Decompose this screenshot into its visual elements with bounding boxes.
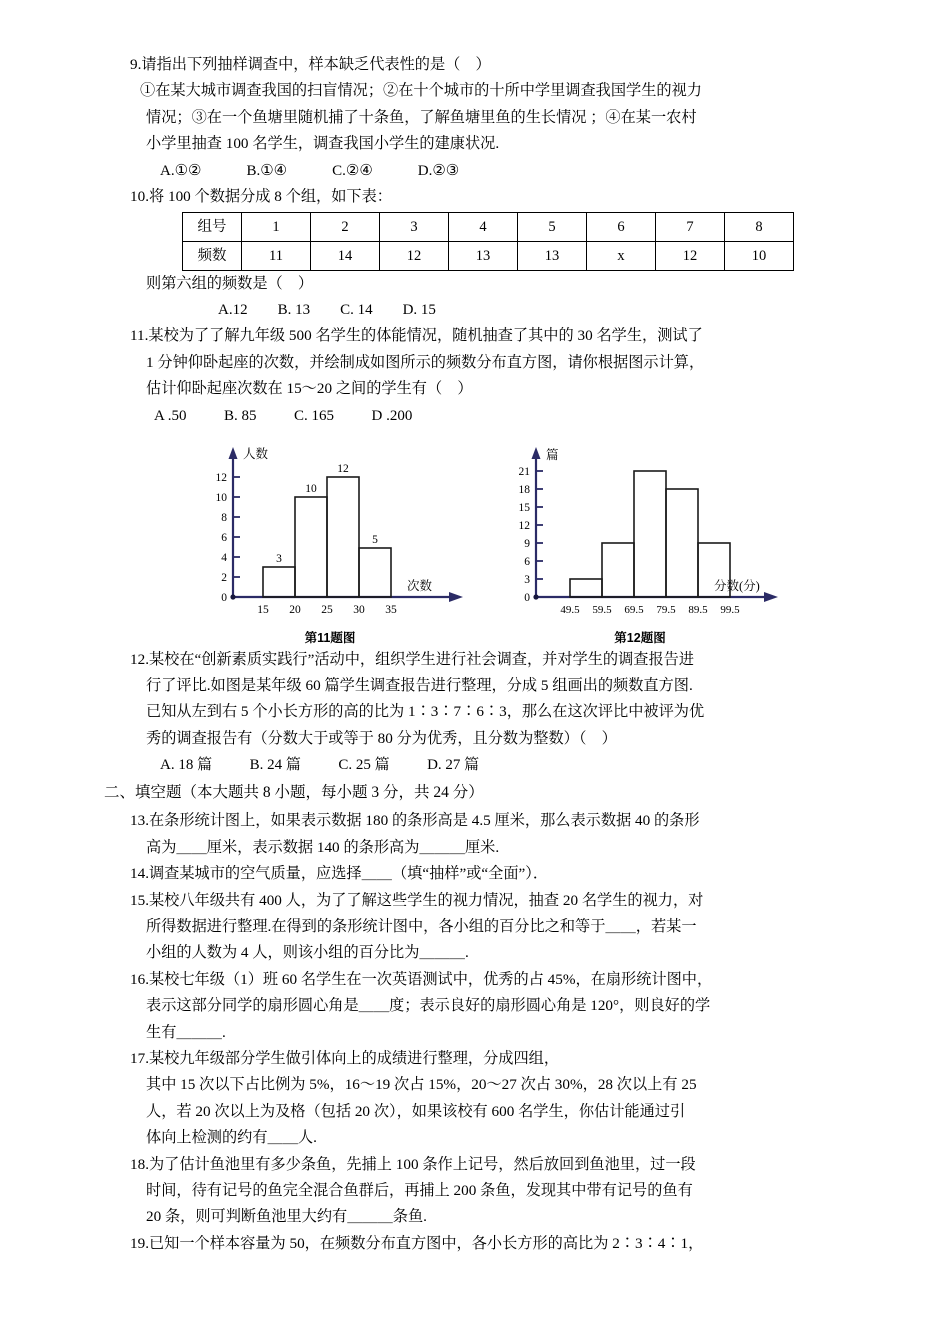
question-16-line-1 <box>130 967 930 993</box>
question-16-text-1: 某校七年级（1）班 60 名学生在一次英语测试中，优秀的占 45%，在扇形统计图中， <box>148 970 713 988</box>
question-12-text-1: 某校在“创新素质实践行”活动中，组织学生进行社会调查，并对学生的调查报告进 <box>148 650 695 668</box>
table-cell: 12 <box>380 242 449 271</box>
x-tick-label: 30 <box>353 603 365 616</box>
bar <box>263 567 295 597</box>
question-18-text-3: 20 条，则可判断鱼池里大约有＿＿＿条鱼. <box>146 1208 427 1226</box>
question-18-text-1: 为了估计鱼池里有多少条鱼，先捕上 100 条作上记号，然后放回到鱼池里，过一段 <box>148 1155 696 1173</box>
question-10-text-1: 将 100 个数据分成 8 个组，如下表： <box>148 187 392 205</box>
question-10-options: A.12 B. 13 C. 14 D. 15 <box>218 302 436 319</box>
question-10-after-table: 则第六组的频数是（ ） <box>146 275 314 293</box>
question-12 <box>130 647 930 779</box>
question-18-text-2: 时间，待有记号的鱼完全混合鱼群后，再捕上 200 条鱼，发现其中带有记号的鱼有 <box>146 1181 693 1199</box>
table-cell: x <box>587 242 656 271</box>
y-tick-label: 15 <box>518 501 530 514</box>
question-18 <box>130 1152 930 1231</box>
table-row-header-group: 组号 <box>183 213 242 242</box>
question-9 <box>130 52 930 184</box>
histogram-question-11 <box>185 435 475 646</box>
x-tick-label: 15 <box>257 603 269 616</box>
y-axis-arrow <box>532 447 541 459</box>
question-16-text-2: 表示这部分同学的扇形圆心角是＿＿度；表示良好的扇形圆心角是 120°，则良好的学 <box>146 997 711 1015</box>
histogram-11-svg <box>185 435 475 625</box>
page-content <box>104 52 930 1257</box>
table-cell: 6 <box>587 213 656 242</box>
question-9-text-3: 情况；③在一个鱼塘里随机捕了十条鱼，了解鱼塘里鱼的生长情况 ；④在某一农村 <box>146 108 697 126</box>
question-11-line-1 <box>130 323 930 349</box>
question-11-number: 11. <box>130 327 149 345</box>
question-12-line-1 <box>130 647 930 673</box>
bar-label: 5 <box>372 533 378 546</box>
question-13-text-1: 在条形统计图上，如果表示数据 180 的条形高是 4.5 厘米，那么表示数据 40 的条形 <box>148 812 700 830</box>
table-cell: 3 <box>380 213 449 242</box>
origin-dot <box>230 594 235 599</box>
histogram-12-svg <box>490 435 790 625</box>
question-10 <box>130 184 930 210</box>
question-12-text-3: 已知从左到右 5 个小长方形的高的比为 1∶3∶7∶6∶3，那么在这次评比中被评为优 <box>146 703 705 721</box>
frequency-table <box>182 212 794 271</box>
question-14 <box>130 861 930 887</box>
question-17 <box>130 1046 930 1152</box>
x-tick-label: 99.5 <box>720 603 740 616</box>
question-15-text-2: 所得数据进行整理.在得到的条形统计图中，各小组的百分比之和等于＿＿，若某一 <box>146 917 697 935</box>
question-13-line-1 <box>130 808 930 834</box>
question-10-tail <box>130 271 930 323</box>
table-cell: 13 <box>449 242 518 271</box>
y-axis-title: 篇 <box>546 447 559 462</box>
y-tick-label: 21 <box>518 465 530 478</box>
y-tick-label: 8 <box>221 511 227 524</box>
question-16-text-3: 生有＿＿＿. <box>146 1023 226 1041</box>
x-tick-label: 49.5 <box>560 603 580 616</box>
question-13-number: 13. <box>130 812 149 830</box>
question-11-options: A .50 B. 85 C. 165 D .200 <box>154 407 413 424</box>
y-tick-labels <box>216 472 228 604</box>
question-15-line-1 <box>130 888 930 914</box>
question-9-options: A.①② B.①④ C.②④ D.②③ <box>160 162 460 179</box>
question-17-text-2: 其中 15 次以下占比例为 5%，16～19 次占 15%，20～27 次占 30%，28 次以上有 25 <box>146 1076 697 1094</box>
question-9-text-4: 小学里抽查 100 名学生，调查我国小学生的建康状况. <box>146 135 500 153</box>
question-17-number: 17. <box>130 1049 149 1067</box>
x-tick-label: 20 <box>289 603 301 616</box>
histogram-question-12 <box>490 435 790 646</box>
table-row-header-freq: 频数 <box>183 242 242 271</box>
question-18-line-1 <box>130 1152 930 1178</box>
bar <box>359 548 391 597</box>
chart-11-caption: 第11题图 <box>304 630 356 645</box>
y-tick-label: 9 <box>524 537 530 550</box>
bar <box>570 579 602 597</box>
question-17-line-1 <box>130 1046 930 1072</box>
chart-12-caption: 第12题图 <box>614 630 666 645</box>
question-19-text-1: 已知一个样本容量为 50，在频数分布直方图中，各小长方形的高比为 2∶3∶4∶1， <box>148 1234 704 1252</box>
y-axis-title: 人数 <box>243 446 269 461</box>
x-tick-labels <box>257 604 397 616</box>
y-tick-label: 3 <box>524 573 530 586</box>
question-17-text-3: 人，若 20 次以上为及格（包括 20 次），如果该校有 600 名学生，你估计能通过引 <box>146 1102 686 1120</box>
table-cell: 8 <box>725 213 794 242</box>
question-16-number: 16. <box>130 970 149 988</box>
question-19-number: 19. <box>130 1234 149 1252</box>
question-9-text-2: ①在某大城市调查我国的扫盲情况；②在十个城市的十所中学里调查我国学生的视力 <box>140 82 702 100</box>
question-14-line-1 <box>130 861 930 887</box>
table-cell: 14 <box>311 242 380 271</box>
bar <box>666 489 698 597</box>
x-tick-label: 35 <box>385 603 397 616</box>
table-cell: 5 <box>518 213 587 242</box>
question-14-text-1: 调查某城市的空气质量，应选择＿＿（填“抽样”或“全面”）． <box>148 865 549 883</box>
question-13-text-2: 高为＿＿厘米，表示数据 140 的条形高为＿＿＿厘米. <box>146 838 500 856</box>
question-15-number: 15. <box>130 891 149 909</box>
y-tick-label: 4 <box>221 551 227 564</box>
question-16 <box>130 967 930 1046</box>
y-tick-label: 6 <box>524 555 530 568</box>
table-cell: 7 <box>656 213 725 242</box>
table-cell: 2 <box>311 213 380 242</box>
y-tick-label: 12 <box>518 519 530 532</box>
x-axis-arrow <box>764 592 778 602</box>
question-12-text-2: 行了评比.如图是某年级 60 篇学生调查报告进行整理，分成 5 组画出的频数直方图. <box>146 677 693 695</box>
y-tick-labels <box>519 466 531 604</box>
question-11-text-3: 估计仰卧起座次数在 15～20 之间的学生有（ ） <box>146 380 473 398</box>
question-9-number: 9. <box>130 56 142 73</box>
bar <box>634 471 666 597</box>
section-heading-fill-in: 二、填空题（本大题共 8 小题，每小题 3 分，共 24 分） <box>104 784 484 802</box>
bar-label: 10 <box>305 482 317 495</box>
table-cell: 4 <box>449 213 518 242</box>
x-axis-title: 次数 <box>407 578 433 593</box>
bar-label: 3 <box>276 552 282 565</box>
question-15-text-1: 某校八年级共有 400 人，为了了解这些学生的视力情况，抽查 20 名学生的视力，对 <box>148 891 704 909</box>
table-row <box>183 242 794 271</box>
bar <box>327 477 359 597</box>
bar <box>295 497 327 597</box>
bars <box>570 471 730 597</box>
x-tick-labels <box>560 604 740 616</box>
question-9-line-1 <box>130 52 930 78</box>
x-axis-title: 分数(分) <box>714 578 760 593</box>
x-tick-label: 69.5 <box>624 603 644 616</box>
question-15-text-3: 小组的人数为 4 人，则该小组的百分比为＿＿＿. <box>146 944 469 962</box>
question-19-line-1 <box>130 1231 930 1257</box>
x-tick-label: 79.5 <box>656 603 676 616</box>
question-10-number: 10. <box>130 187 149 205</box>
bar <box>602 543 634 597</box>
x-axis-arrow <box>449 592 463 602</box>
table-row <box>183 213 794 242</box>
question-18-number: 18. <box>130 1155 149 1173</box>
bar-label: 12 <box>337 462 349 475</box>
y-tick-label: 6 <box>221 531 227 544</box>
table-cell: 13 <box>518 242 587 271</box>
question-17-text-1: 某校九年级部分学生做引体向上的成绩进行整理，分成四组， <box>148 1049 560 1067</box>
origin-dot <box>533 594 538 599</box>
x-tick-label: 59.5 <box>592 603 612 616</box>
question-15 <box>130 888 930 967</box>
question-13 <box>130 808 930 861</box>
table-cell: 11 <box>242 242 311 271</box>
question-12-options: A. 18 篇 B. 24 篇 C. 25 篇 D. 27 篇 <box>160 757 480 774</box>
question-10-line-1 <box>130 184 930 210</box>
question-14-number: 14. <box>130 865 149 883</box>
frequency-table-wrap <box>130 212 930 271</box>
y-axis-arrow <box>229 447 238 459</box>
question-9-text-1: 请指出下列抽样调查中，样本缺乏代表性的是（ ） <box>141 56 491 73</box>
question-17-text-4: 体向上检测的约有＿＿人. <box>146 1129 317 1147</box>
charts-row <box>130 435 930 647</box>
y-tick-label: 12 <box>215 471 227 484</box>
x-tick-label: 89.5 <box>688 603 708 616</box>
question-12-number: 12. <box>130 650 149 668</box>
y-tick-label: 0 <box>221 591 227 604</box>
question-12-text-4: 秀的调查报告有（分数大于或等于 80 分为优秀，且分数为整数）（ ） <box>146 729 617 747</box>
table-cell: 1 <box>242 213 311 242</box>
x-tick-label: 25 <box>321 603 333 616</box>
question-19 <box>130 1231 930 1257</box>
question-11 <box>130 323 930 428</box>
y-tick-label: 10 <box>215 491 227 504</box>
table-cell: 10 <box>725 242 794 271</box>
y-tick-label: 2 <box>221 571 227 584</box>
y-tick-label: 18 <box>518 483 530 496</box>
question-11-text-1: 某校为了了解九年级 500 名学生的体能情况，随机抽查了其中的 30 名学生，测试了 <box>148 327 703 345</box>
question-11-text-2: 1 分钟仰卧起座的次数，并绘制成如图所示的频数分布直方图，请你根据图示计算， <box>146 353 705 371</box>
table-cell: 12 <box>656 242 725 271</box>
y-tick-label: 0 <box>524 591 530 604</box>
